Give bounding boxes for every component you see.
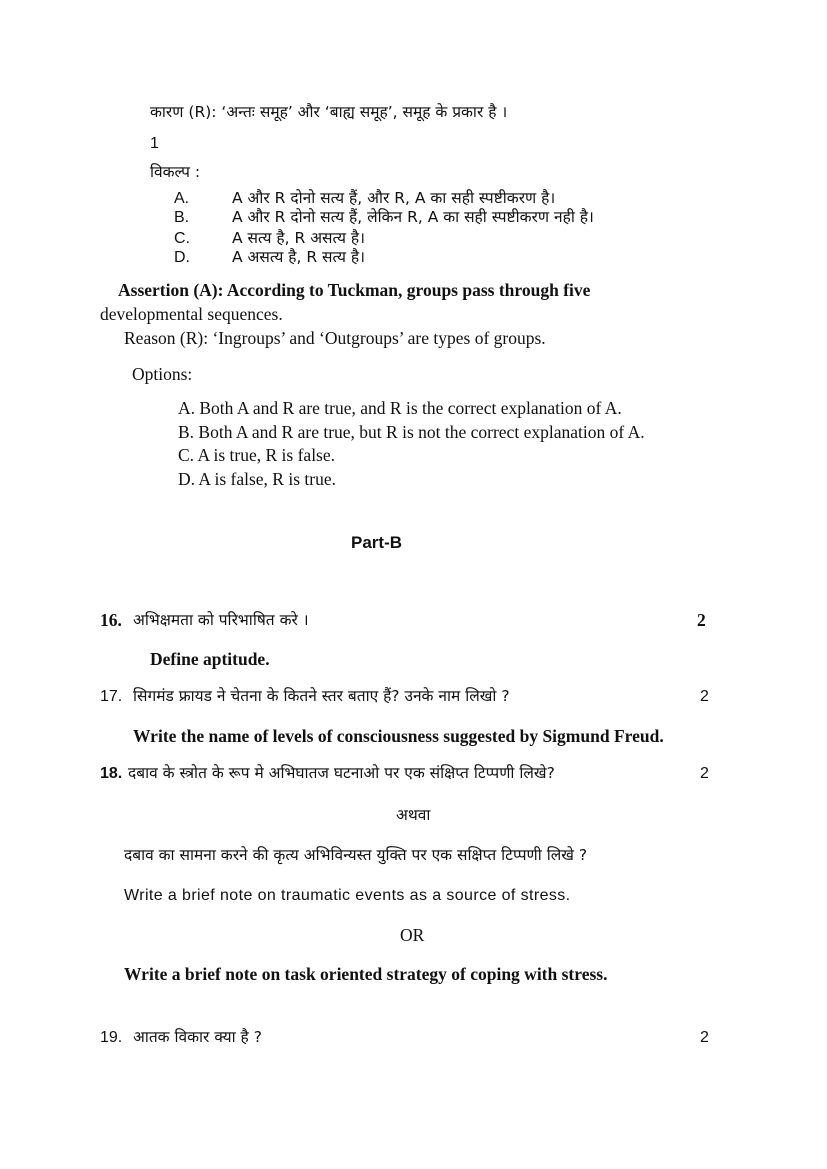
english-option: D. A is false, R is true. — [178, 469, 336, 489]
hindi-option-text: A असत्य है, R सत्य है। — [232, 248, 366, 266]
question-18-hindi: दबाव के स्त्रोत के रूप मे अभिघातज घटनाओ पर एक संक्षिप्त टिप्पणी लिखे? — [128, 764, 555, 782]
question-number-18: 18. — [100, 765, 123, 782]
hindi-option-letter: D. — [174, 249, 190, 266]
question-16-english: Define aptitude. — [150, 649, 270, 669]
question-18-hindi-alt: दबाव का सामना करने की कृत्य अभिविन्यस्त युक्ति पर एक सक्षिप्त टिप्पणी लिखे ? — [124, 846, 588, 864]
question-18-marks: 2 — [700, 765, 709, 782]
or-hindi: अथवा — [396, 806, 431, 824]
question-17-marks: 2 — [700, 688, 709, 705]
english-reason-line: Reason (R): ‘Ingroups’ and ‘Outgroups’ are types of groups. — [124, 328, 546, 348]
english-options-heading: Options: — [132, 364, 193, 384]
question-16-hindi: अभिक्षमता को परिभाषित करे । — [133, 611, 309, 629]
hindi-option-letter: A. — [174, 190, 190, 207]
hindi-options-heading: विकल्प : — [150, 163, 201, 181]
hindi-option-text: A और R दोनो सत्य हैं, लेकिन R, A का सही स्पष्टीकरण नही है। — [232, 208, 594, 226]
question-number-19: 19. — [100, 1029, 123, 1046]
question-17-hindi: सिगमंड फ्रायड ने चेतना के कितने स्तर बताए हैं? उनके नाम लिखो ? — [133, 687, 510, 705]
question-18-english: Write a brief note on traumatic events as a source of stress. — [124, 887, 571, 904]
question-number-17: 17. — [100, 688, 123, 705]
hindi-reason-line: कारण (R): ‘अन्तः समूह’ और ‘बाह्य समूह’, समूह के प्रकार है । — [150, 103, 508, 121]
english-option: C. A is true, R is false. — [178, 445, 336, 465]
english-assertion-line2: developmental sequences. — [100, 304, 283, 324]
question-19-hindi: आतक विकार क्या है ? — [133, 1028, 262, 1046]
english-option: A. Both A and R are true, and R is the correct explanation of A. — [178, 398, 622, 418]
hindi-option-letter: C. — [174, 230, 190, 247]
question-18-english-alt: Write a brief note on task oriented strategy of coping with stress. — [124, 964, 608, 984]
english-option: B. Both A and R are true, but R is not the correct explanation of A. — [178, 422, 645, 442]
question-number-16: 16. — [100, 610, 122, 630]
part-heading: Part-B — [351, 533, 403, 552]
english-assertion-line1: Assertion (A): According to Tuckman, groups pass through five — [118, 280, 591, 300]
question-19-marks: 2 — [700, 1029, 709, 1046]
hindi-option-text: A सत्य है, R असत्य है। — [232, 229, 366, 247]
or-english: OR — [400, 925, 425, 945]
stray-number: 1 — [150, 135, 159, 152]
question-17-english: Write the name of levels of consciousness suggested by Sigmund Freud. — [133, 726, 664, 746]
question-16-marks: 2 — [697, 610, 706, 630]
hindi-option-text: A और R दोनो सत्य हैं, और R, A का सही स्पष्टीकरण है। — [232, 189, 556, 207]
hindi-option-letter: B. — [174, 209, 190, 226]
